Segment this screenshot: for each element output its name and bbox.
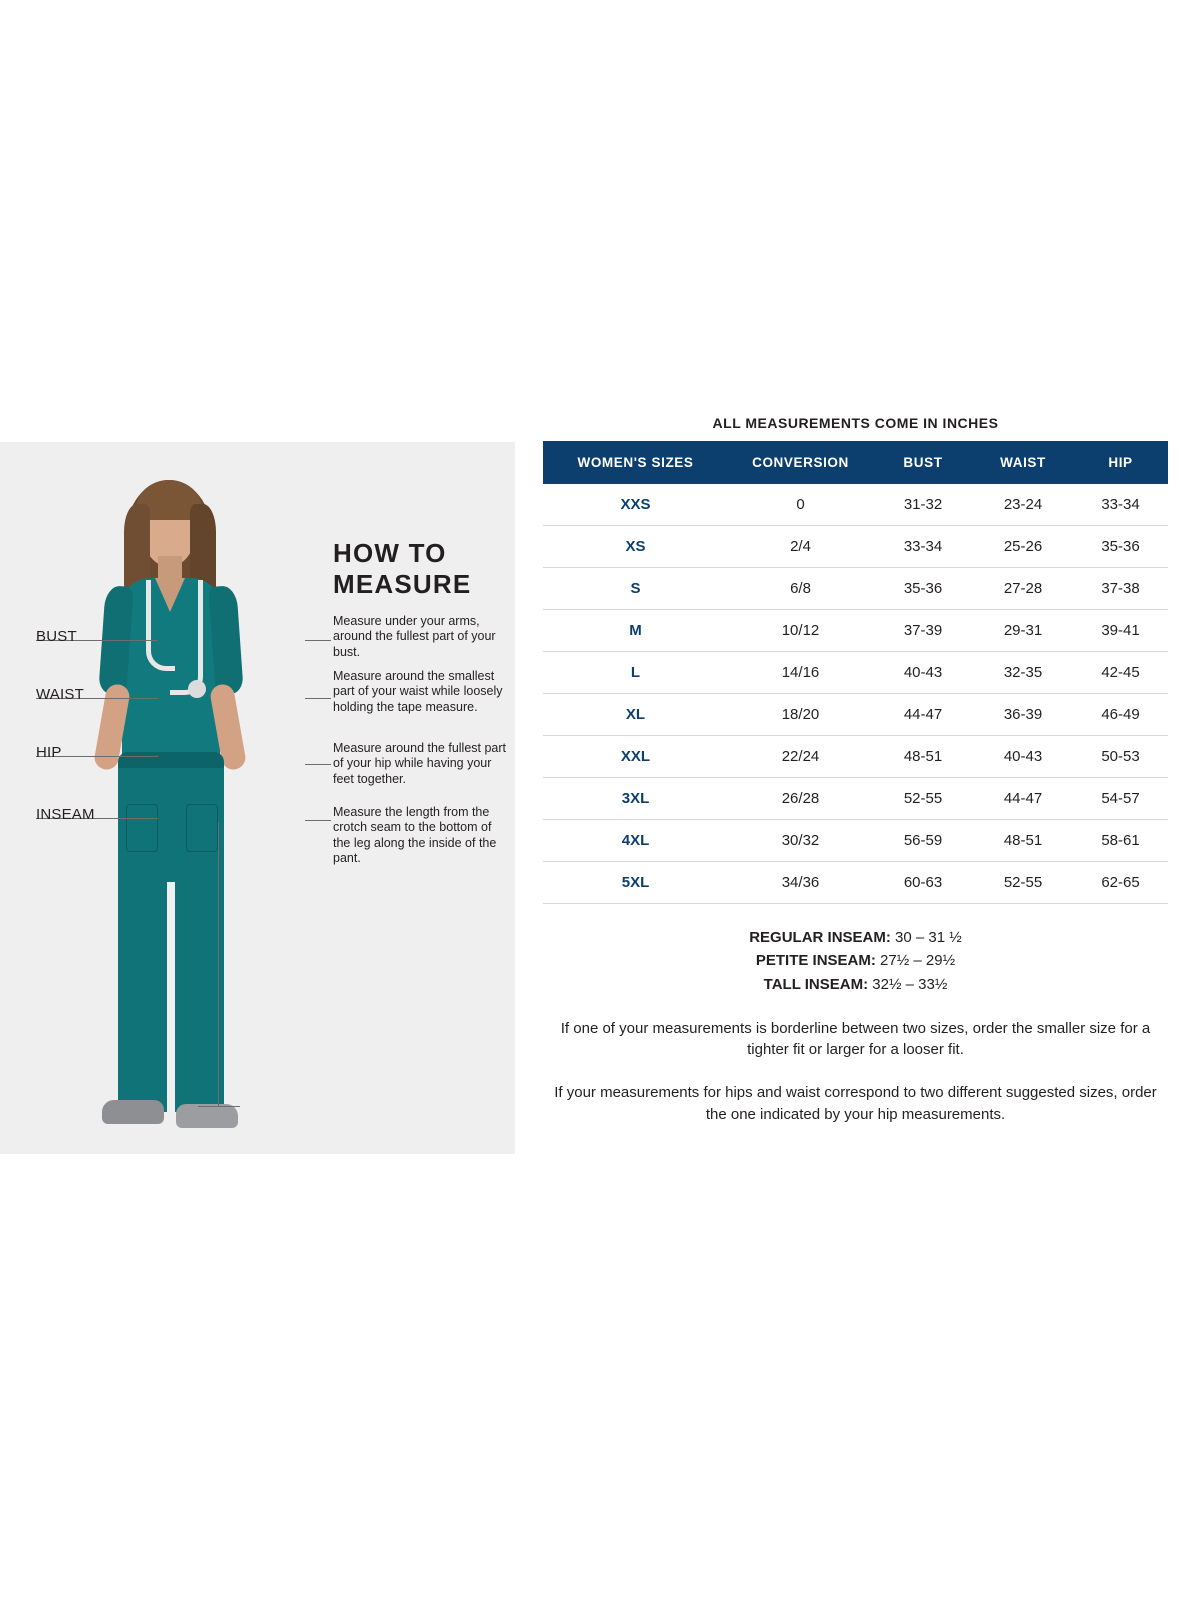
label-inseam: INSEAM bbox=[36, 806, 95, 823]
model-leg-gap-shape bbox=[167, 882, 175, 1112]
cell-bust: 48-51 bbox=[873, 736, 973, 778]
cell-waist: 40-43 bbox=[973, 736, 1073, 778]
column-header-sizes: WOMEN'S SIZES bbox=[543, 441, 728, 484]
model-illustration bbox=[18, 452, 318, 1152]
cell-size: XS bbox=[543, 526, 728, 568]
cell-bust: 60-63 bbox=[873, 862, 973, 904]
cell-conversion: 6/8 bbox=[728, 568, 873, 610]
cell-size: M bbox=[543, 610, 728, 652]
cell-waist: 48-51 bbox=[973, 820, 1073, 862]
inseam-tall-label: TALL INSEAM: bbox=[763, 975, 869, 993]
cell-bust: 37-39 bbox=[873, 610, 973, 652]
cell-conversion: 2/4 bbox=[728, 526, 873, 568]
table-row bbox=[543, 568, 1168, 610]
stethoscope-bell-icon bbox=[188, 680, 206, 698]
cell-waist: 29-31 bbox=[973, 610, 1073, 652]
hip-rule-note: If your measurements for hips and waist correspond to two different suggested sizes, order the one indicated by your hip measurements. bbox=[554, 1084, 1157, 1123]
cell-hip: 42-45 bbox=[1073, 652, 1168, 694]
model-shoe-left-shape bbox=[102, 1100, 164, 1124]
cell-hip: 35-36 bbox=[1073, 526, 1168, 568]
inseam-petite-line bbox=[543, 949, 1168, 972]
cell-hip: 62-65 bbox=[1073, 862, 1168, 904]
table-row bbox=[543, 484, 1168, 526]
cell-hip: 54-57 bbox=[1073, 778, 1168, 820]
model-shoe-right-shape bbox=[176, 1104, 238, 1128]
cell-size: XXS bbox=[543, 484, 728, 526]
inseam-tall-value: 32½ – 33½ bbox=[872, 975, 948, 993]
model-waistband-shape bbox=[118, 752, 224, 768]
cell-waist: 23-24 bbox=[973, 484, 1073, 526]
cell-size: L bbox=[543, 652, 728, 694]
label-hip: HIP bbox=[36, 744, 62, 761]
cell-conversion: 34/36 bbox=[728, 862, 873, 904]
bust-note-line bbox=[305, 640, 331, 641]
inseam-vertical-line bbox=[218, 822, 219, 1106]
how-to-measure-panel bbox=[0, 442, 515, 1154]
cell-bust: 44-47 bbox=[873, 694, 973, 736]
note-inseam: Measure the length from the crotch seam to the bottom of the leg along the inside of the pant. bbox=[333, 805, 497, 865]
cell-size: XXL bbox=[543, 736, 728, 778]
table-row bbox=[543, 820, 1168, 862]
label-bust: BUST bbox=[36, 628, 77, 645]
column-header-conversion: CONVERSION bbox=[728, 441, 873, 484]
size-chart-body bbox=[543, 484, 1168, 904]
note-hip: Measure around the fullest part of your hip while having your feet together. bbox=[333, 741, 507, 786]
column-header-hip: HIP bbox=[1073, 441, 1168, 484]
cell-hip: 50-53 bbox=[1073, 736, 1168, 778]
cell-size: S bbox=[543, 568, 728, 610]
column-header-bust: BUST bbox=[873, 441, 973, 484]
how-to-measure-title-line1: HOW TO bbox=[333, 538, 447, 568]
label-waist: WAIST bbox=[36, 686, 84, 703]
how-to-measure-title-line2: MEASURE bbox=[333, 568, 472, 599]
table-row bbox=[543, 778, 1168, 820]
cell-conversion: 0 bbox=[728, 484, 873, 526]
cell-conversion: 30/32 bbox=[728, 820, 873, 862]
size-chart-table bbox=[543, 441, 1168, 904]
cell-bust: 52-55 bbox=[873, 778, 973, 820]
cell-size: XL bbox=[543, 694, 728, 736]
note-bust: Measure under your arms, around the fullest part of your bust. bbox=[333, 614, 496, 659]
inseam-tall-line bbox=[543, 973, 1168, 996]
column-header-waist: WAIST bbox=[973, 441, 1073, 484]
cell-bust: 56-59 bbox=[873, 820, 973, 862]
cell-hip: 39-41 bbox=[1073, 610, 1168, 652]
borderline-note: If one of your measurements is borderline between two sizes, order the smaller size for a tighter fit or larger for a looser fit. bbox=[560, 1019, 1151, 1059]
cell-waist: 27-28 bbox=[973, 568, 1073, 610]
inseam-regular-value: 30 – 31 ½ bbox=[895, 929, 962, 946]
cell-conversion: 10/12 bbox=[728, 610, 873, 652]
cell-waist: 52-55 bbox=[973, 862, 1073, 904]
waist-note-line bbox=[305, 698, 331, 699]
table-header-row bbox=[543, 441, 1168, 484]
cell-size: 5XL bbox=[543, 862, 728, 904]
table-row bbox=[543, 652, 1168, 694]
stethoscope-right-tube bbox=[170, 580, 203, 695]
cell-bust: 40-43 bbox=[873, 652, 973, 694]
inseam-note-line bbox=[305, 820, 331, 821]
inseam-regular-line bbox=[543, 926, 1168, 949]
inseam-bottom-tick bbox=[198, 1106, 240, 1107]
table-row bbox=[543, 862, 1168, 904]
size-chart-section bbox=[543, 415, 1168, 1125]
hip-note-line bbox=[305, 764, 331, 765]
cell-waist: 44-47 bbox=[973, 778, 1073, 820]
cell-conversion: 26/28 bbox=[728, 778, 873, 820]
table-row bbox=[543, 694, 1168, 736]
how-to-measure-title bbox=[333, 538, 523, 599]
cell-hip: 46-49 bbox=[1073, 694, 1168, 736]
chart-heading: ALL MEASUREMENTS COME IN INCHES bbox=[712, 415, 999, 431]
cell-hip: 37-38 bbox=[1073, 568, 1168, 610]
cell-conversion: 22/24 bbox=[728, 736, 873, 778]
inseam-petite-label: PETITE INSEAM: bbox=[755, 952, 876, 970]
cell-bust: 33-34 bbox=[873, 526, 973, 568]
cell-conversion: 18/20 bbox=[728, 694, 873, 736]
inseam-petite-value: 27½ – 29½ bbox=[880, 952, 956, 970]
cell-size: 4XL bbox=[543, 820, 728, 862]
cell-hip: 33-34 bbox=[1073, 484, 1168, 526]
table-row bbox=[543, 610, 1168, 652]
inseam-info-block bbox=[543, 926, 1168, 996]
model-pocket-left-shape bbox=[126, 804, 158, 852]
cell-waist: 25-26 bbox=[973, 526, 1073, 568]
cell-size: 3XL bbox=[543, 778, 728, 820]
cell-waist: 36-39 bbox=[973, 694, 1073, 736]
table-row bbox=[543, 526, 1168, 568]
table-row bbox=[543, 736, 1168, 778]
cell-bust: 31-32 bbox=[873, 484, 973, 526]
inseam-regular-label: REGULAR INSEAM: bbox=[749, 929, 891, 946]
cell-hip: 58-61 bbox=[1073, 820, 1168, 862]
cell-bust: 35-36 bbox=[873, 568, 973, 610]
note-waist: Measure around the smallest part of your waist while loosely holding the tape measure. bbox=[333, 669, 503, 714]
cell-conversion: 14/16 bbox=[728, 652, 873, 694]
model-pocket-right-shape bbox=[186, 804, 218, 852]
cell-waist: 32-35 bbox=[973, 652, 1073, 694]
